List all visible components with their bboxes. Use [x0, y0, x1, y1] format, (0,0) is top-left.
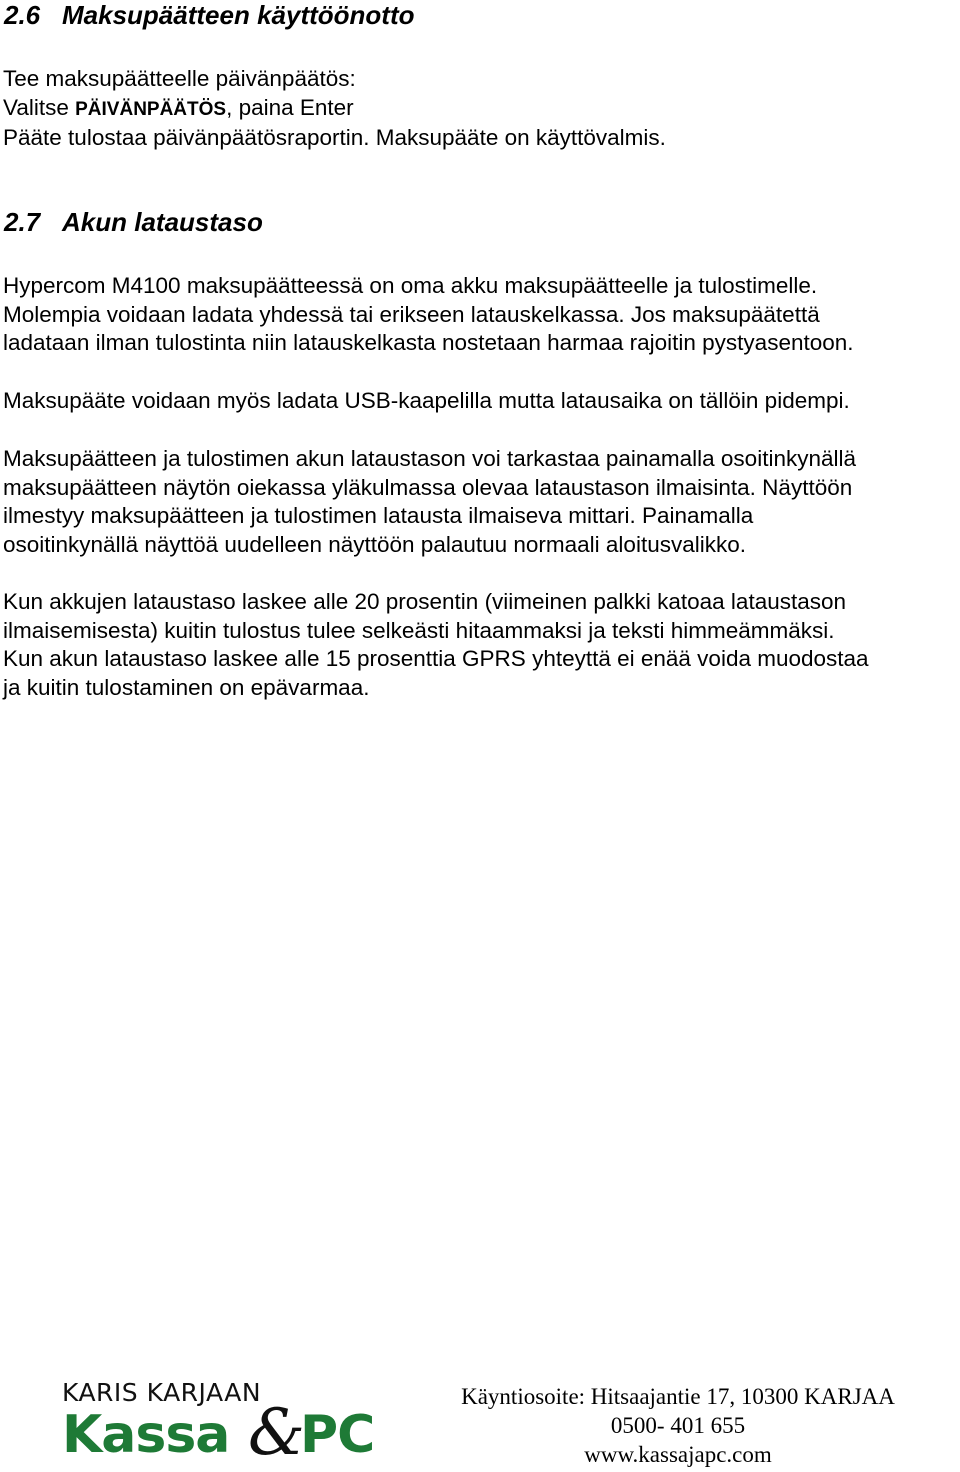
body-text: Valitse [3, 94, 76, 120]
section-heading-2-6 [4, 0, 415, 30]
body-line: Kun akun lataustaso laskee alle 15 prosenttia GPRS yhteyttä ei enää voida muodostaa [3, 646, 869, 672]
paragraph-3 [3, 445, 856, 560]
body-line [3, 94, 666, 125]
body-line: Hypercom M4100 maksupäätteessä on oma akku maksupäätteelle ja tulostimelle. [3, 273, 818, 298]
paragraph-4 [3, 588, 869, 703]
logo-word-kassa: Kassa [62, 1405, 230, 1465]
logo-tagline: KARIS KARJAAN [62, 1378, 262, 1407]
body-line: ladataan ilman tulostinta niin latauskelkasta nostetaan harmaa rajoitin pystyasentoon. [3, 330, 854, 356]
body-line: Tee maksupäätteelle päivänpäätös: [3, 66, 356, 91]
body-line: ilmaisemisesta) kuitin tulostus tulee selkeästi hitaammaksi ja teksti himmeämmäksi. [3, 617, 835, 643]
logo-wordmark [62, 1396, 392, 1470]
section-number: 2.6 [4, 0, 41, 30]
company-logo [62, 1378, 392, 1470]
body-line: maksupäätteen näytön oiekassa yläkulmassa olevaa lataustason ilmaisinta. Näyttöön [3, 474, 853, 500]
address: Käyntiosoite: Hitsaajantie 17, 10300 KARJAA [461, 1384, 895, 1409]
menu-option-name: PÄIVÄNPÄÄTÖS [75, 98, 227, 120]
body-line: Pääte tulostaa päivänpäätösraportin. Maksupääte on käyttövalmis. [3, 125, 666, 151]
section-number: 2.7 [4, 207, 41, 237]
body-line: osoitinkynällä näyttöä uudelleen näyttöön palautuu normaali aloitusvalikko. [3, 532, 746, 558]
body-line: Maksupääte voidaan myös ladata USB-kaapelilla mutta latausaika on tällöin pidempi. [3, 388, 850, 413]
body-line: Maksupäätteen ja tulostimen akun lataustason voi tarkastaa painamalla osoitinkynällä [3, 446, 857, 471]
section-heading-2-7 [4, 207, 263, 237]
contact-info [430, 1382, 926, 1469]
logo-ampersand: & [248, 1396, 305, 1470]
section-title: Akun lataustaso [62, 207, 263, 237]
website-link[interactable]: www.kassajapc.com [584, 1442, 772, 1467]
logo-word-pc: PC [300, 1405, 375, 1465]
paragraph-1 [3, 272, 854, 358]
section-title: Maksupäätteen käyttöönotto [62, 0, 415, 30]
body-line: Kun akkujen lataustaso laskee alle 20 prosentin (viimeinen palkki katoaa lataustason [3, 589, 847, 614]
phone-number: 0500- 401 655 [610, 1413, 746, 1438]
body-line: ja kuitin tulostaminen on epävarmaa. [3, 675, 370, 701]
section-2-6-body [3, 65, 666, 153]
paragraph-2 [3, 387, 850, 416]
body-line: Molempia voidaan ladata yhdessä tai erikseen latauskelkassa. Jos maksupäätettä [3, 301, 820, 327]
body-line: ilmestyy maksupäätteen ja tulostimen latausta ilmaiseva mittari. Painamalla [3, 503, 754, 529]
body-text: , paina Enter [226, 94, 354, 120]
